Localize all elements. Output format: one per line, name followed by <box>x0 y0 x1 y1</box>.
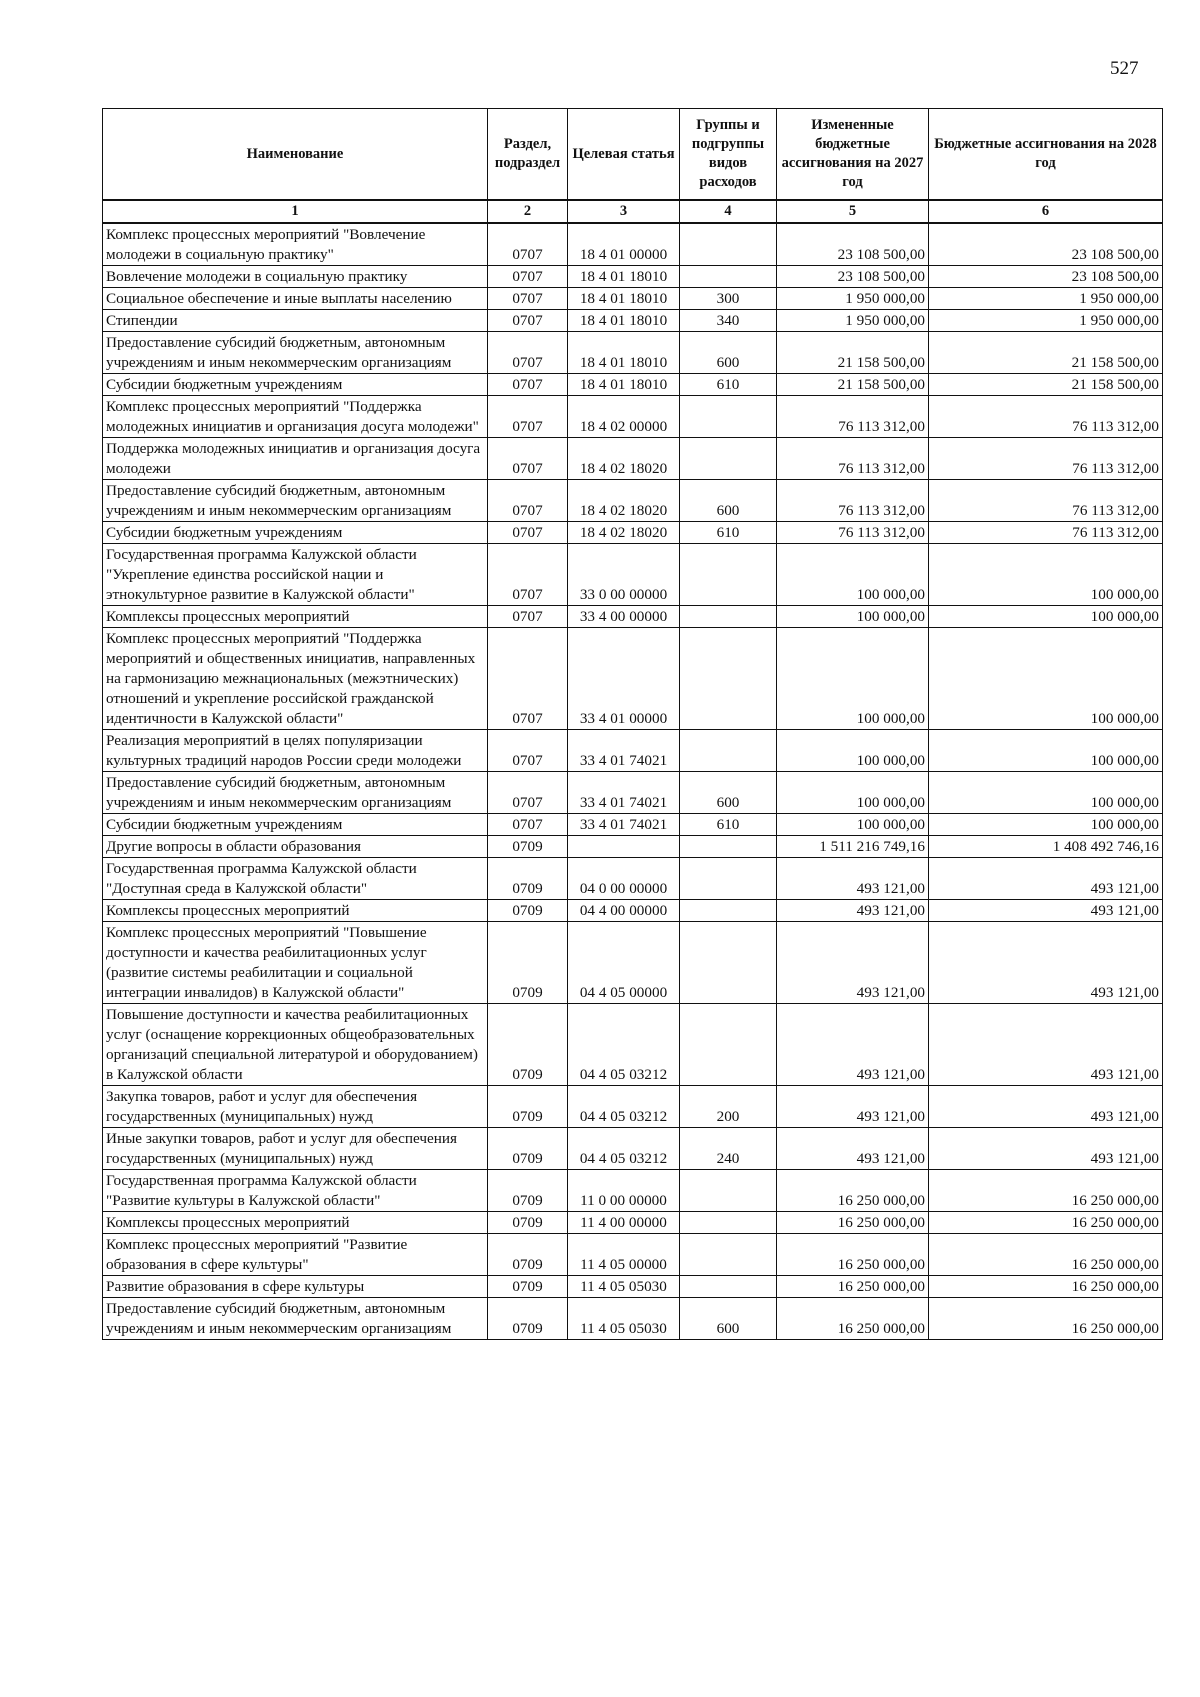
row-group <box>680 858 777 900</box>
table-row <box>103 332 1163 374</box>
row-article: 33 4 00 00000 <box>568 606 680 628</box>
table-row <box>103 1170 1163 1212</box>
row-section: 0709 <box>488 1128 568 1170</box>
row-group <box>680 1170 777 1212</box>
row-group <box>680 1212 777 1234</box>
row-name: Предоставление субсидий бюджетным, автономным учреждениям и иным некоммерческим организациям <box>103 1298 488 1340</box>
row-value-2028: 100 000,00 <box>929 606 1163 628</box>
table-row <box>103 1234 1163 1276</box>
row-group <box>680 922 777 1004</box>
row-section: 0707 <box>488 522 568 544</box>
row-value-2027: 16 250 000,00 <box>777 1298 929 1340</box>
row-section: 0707 <box>488 544 568 606</box>
row-article: 04 4 00 00000 <box>568 900 680 922</box>
row-group: 200 <box>680 1086 777 1128</box>
row-section: 0707 <box>488 730 568 772</box>
table-row <box>103 480 1163 522</box>
row-section: 0707 <box>488 374 568 396</box>
row-value-2027: 76 113 312,00 <box>777 396 929 438</box>
table-row <box>103 266 1163 288</box>
row-section: 0707 <box>488 606 568 628</box>
row-group: 600 <box>680 480 777 522</box>
row-article: 18 4 02 18020 <box>568 438 680 480</box>
row-group: 610 <box>680 814 777 836</box>
row-group: 610 <box>680 522 777 544</box>
row-group <box>680 900 777 922</box>
row-name: Социальное обеспечение и иные выплаты населению <box>103 288 488 310</box>
row-section: 0707 <box>488 396 568 438</box>
table-row <box>103 396 1163 438</box>
row-value-2028: 16 250 000,00 <box>929 1170 1163 1212</box>
row-section: 0707 <box>488 628 568 730</box>
row-article: 18 4 01 18010 <box>568 310 680 332</box>
row-value-2028: 76 113 312,00 <box>929 522 1163 544</box>
column-number: 6 <box>929 200 1163 223</box>
row-value-2027: 21 158 500,00 <box>777 332 929 374</box>
row-section: 0709 <box>488 858 568 900</box>
row-value-2027: 493 121,00 <box>777 1086 929 1128</box>
row-article: 04 4 05 00000 <box>568 922 680 1004</box>
row-group <box>680 396 777 438</box>
row-section: 0707 <box>488 438 568 480</box>
row-section: 0709 <box>488 900 568 922</box>
row-group <box>680 628 777 730</box>
row-group <box>680 266 777 288</box>
row-name: Иные закупки товаров, работ и услуг для обеспечения государственных (муниципальных) нужд <box>103 1128 488 1170</box>
table-row <box>103 438 1163 480</box>
row-group <box>680 1276 777 1298</box>
row-value-2028: 16 250 000,00 <box>929 1212 1163 1234</box>
row-section: 0709 <box>488 1212 568 1234</box>
row-value-2027: 100 000,00 <box>777 606 929 628</box>
row-value-2027: 16 250 000,00 <box>777 1170 929 1212</box>
row-article: 18 4 01 18010 <box>568 332 680 374</box>
row-article: 33 4 01 74021 <box>568 730 680 772</box>
row-group: 600 <box>680 772 777 814</box>
row-name: Субсидии бюджетным учреждениям <box>103 814 488 836</box>
row-value-2027: 16 250 000,00 <box>777 1276 929 1298</box>
row-article <box>568 836 680 858</box>
row-value-2027: 76 113 312,00 <box>777 480 929 522</box>
row-group <box>680 606 777 628</box>
row-section: 0707 <box>488 310 568 332</box>
row-value-2027: 100 000,00 <box>777 730 929 772</box>
header-value-2027: Измененные бюджетные ассигнования на 2027 год <box>777 109 929 201</box>
row-article: 18 4 02 18020 <box>568 480 680 522</box>
row-name: Субсидии бюджетным учреждениям <box>103 522 488 544</box>
page-number: 527 <box>1110 58 1139 79</box>
row-article: 18 4 01 18010 <box>568 266 680 288</box>
row-value-2028: 493 121,00 <box>929 922 1163 1004</box>
row-value-2028: 493 121,00 <box>929 1128 1163 1170</box>
table-body <box>103 223 1163 1340</box>
row-name: Реализация мероприятий в целях популяризации культурных традиций народов России среди молодежи <box>103 730 488 772</box>
row-name: Закупка товаров, работ и услуг для обеспечения государственных (муниципальных) нужд <box>103 1086 488 1128</box>
row-value-2027: 1 950 000,00 <box>777 288 929 310</box>
header-row <box>103 109 1163 201</box>
row-value-2027: 493 121,00 <box>777 858 929 900</box>
row-value-2028: 100 000,00 <box>929 772 1163 814</box>
row-section: 0709 <box>488 1004 568 1086</box>
row-section: 0709 <box>488 1276 568 1298</box>
row-section: 0709 <box>488 1234 568 1276</box>
row-value-2027: 100 000,00 <box>777 814 929 836</box>
table-row <box>103 544 1163 606</box>
row-value-2027: 21 158 500,00 <box>777 374 929 396</box>
row-value-2028: 493 121,00 <box>929 858 1163 900</box>
row-name: Комплексы процессных мероприятий <box>103 606 488 628</box>
row-article: 18 4 01 18010 <box>568 288 680 310</box>
row-value-2028: 76 113 312,00 <box>929 396 1163 438</box>
header-name: Наименование <box>103 109 488 201</box>
row-value-2028: 21 158 500,00 <box>929 332 1163 374</box>
row-article: 33 4 01 00000 <box>568 628 680 730</box>
table-row <box>103 374 1163 396</box>
row-article: 33 4 01 74021 <box>568 772 680 814</box>
row-article: 11 4 05 05030 <box>568 1276 680 1298</box>
row-value-2028: 76 113 312,00 <box>929 480 1163 522</box>
table-row <box>103 1086 1163 1128</box>
table-row <box>103 522 1163 544</box>
row-section: 0707 <box>488 223 568 266</box>
row-value-2027: 76 113 312,00 <box>777 438 929 480</box>
column-number-row <box>103 200 1163 223</box>
row-value-2028: 1 950 000,00 <box>929 288 1163 310</box>
row-article: 18 4 02 18020 <box>568 522 680 544</box>
row-section: 0707 <box>488 288 568 310</box>
row-article: 04 0 00 00000 <box>568 858 680 900</box>
row-group: 600 <box>680 332 777 374</box>
row-value-2028: 100 000,00 <box>929 628 1163 730</box>
row-section: 0709 <box>488 1170 568 1212</box>
budget-table <box>102 108 1163 1340</box>
row-name: Повышение доступности и качества реабилитационных услуг (оснащение коррекционных общеобразовательных организаций специальной литературой и оборудованием) в Калужской области <box>103 1004 488 1086</box>
row-article: 04 4 05 03212 <box>568 1086 680 1128</box>
table-row <box>103 900 1163 922</box>
row-name: Комплекс процессных мероприятий "Поддержка мероприятий и общественных инициатив, направленных на гармонизацию межнациональных (межэтнических) отношений и укрепление российской гражданской идентичности в Калужской области" <box>103 628 488 730</box>
row-article: 04 4 05 03212 <box>568 1004 680 1086</box>
row-value-2027: 493 121,00 <box>777 1004 929 1086</box>
row-name: Государственная программа Калужской области "Укрепление единства российской нации и этнокультурное развитие в Калужской области" <box>103 544 488 606</box>
row-value-2027: 100 000,00 <box>777 544 929 606</box>
row-name: Комплексы процессных мероприятий <box>103 900 488 922</box>
column-number: 3 <box>568 200 680 223</box>
row-name: Предоставление субсидий бюджетным, автономным учреждениям и иным некоммерческим организациям <box>103 332 488 374</box>
row-value-2028: 100 000,00 <box>929 730 1163 772</box>
row-article: 18 4 01 00000 <box>568 223 680 266</box>
row-value-2027: 16 250 000,00 <box>777 1212 929 1234</box>
row-article: 11 4 00 00000 <box>568 1212 680 1234</box>
row-value-2028: 493 121,00 <box>929 1086 1163 1128</box>
row-group: 300 <box>680 288 777 310</box>
row-value-2027: 493 121,00 <box>777 1128 929 1170</box>
row-name: Субсидии бюджетным учреждениям <box>103 374 488 396</box>
row-value-2028: 493 121,00 <box>929 1004 1163 1086</box>
row-name: Предоставление субсидий бюджетным, автономным учреждениям и иным некоммерческим организациям <box>103 772 488 814</box>
row-value-2027: 1 511 216 749,16 <box>777 836 929 858</box>
row-value-2028: 23 108 500,00 <box>929 223 1163 266</box>
table-row <box>103 814 1163 836</box>
table-row <box>103 288 1163 310</box>
row-group <box>680 1004 777 1086</box>
row-group: 610 <box>680 374 777 396</box>
row-group <box>680 730 777 772</box>
header-group: Группы и подгруппы видов расходов <box>680 109 777 201</box>
header-value-2028: Бюджетные ассигнования на 2028 год <box>929 109 1163 201</box>
column-number: 1 <box>103 200 488 223</box>
row-name: Комплекс процессных мероприятий "Поддержка молодежных инициатив и организация досуга молодежи" <box>103 396 488 438</box>
table-row <box>103 310 1163 332</box>
table-row <box>103 606 1163 628</box>
column-number: 4 <box>680 200 777 223</box>
row-value-2027: 23 108 500,00 <box>777 266 929 288</box>
table-row <box>103 922 1163 1004</box>
row-name: Комплекс процессных мероприятий "Развитие образования в сфере культуры" <box>103 1234 488 1276</box>
table-row <box>103 1276 1163 1298</box>
row-name: Вовлечение молодежи в социальную практику <box>103 266 488 288</box>
column-number: 5 <box>777 200 929 223</box>
row-value-2028: 16 250 000,00 <box>929 1276 1163 1298</box>
row-article: 04 4 05 03212 <box>568 1128 680 1170</box>
header-section: Раздел, подраздел <box>488 109 568 201</box>
row-article: 11 4 05 00000 <box>568 1234 680 1276</box>
row-section: 0707 <box>488 480 568 522</box>
row-name: Государственная программа Калужской области "Доступная среда в Калужской области" <box>103 858 488 900</box>
table-row <box>103 772 1163 814</box>
row-section: 0707 <box>488 332 568 374</box>
row-article: 11 4 05 05030 <box>568 1298 680 1340</box>
row-value-2028: 21 158 500,00 <box>929 374 1163 396</box>
row-value-2027: 76 113 312,00 <box>777 522 929 544</box>
table-row <box>103 1004 1163 1086</box>
row-name: Поддержка молодежных инициатив и организация досуга молодежи <box>103 438 488 480</box>
row-group <box>680 1234 777 1276</box>
row-name: Развитие образования в сфере культуры <box>103 1276 488 1298</box>
row-group: 600 <box>680 1298 777 1340</box>
row-group: 240 <box>680 1128 777 1170</box>
row-value-2028: 16 250 000,00 <box>929 1298 1163 1340</box>
row-name: Предоставление субсидий бюджетным, автономным учреждениям и иным некоммерческим организациям <box>103 480 488 522</box>
row-name: Государственная программа Калужской области "Развитие культуры в Калужской области" <box>103 1170 488 1212</box>
row-section: 0707 <box>488 772 568 814</box>
column-number: 2 <box>488 200 568 223</box>
table-row <box>103 1128 1163 1170</box>
row-name: Комплексы процессных мероприятий <box>103 1212 488 1234</box>
row-value-2028: 16 250 000,00 <box>929 1234 1163 1276</box>
row-article: 33 4 01 74021 <box>568 814 680 836</box>
row-value-2028: 493 121,00 <box>929 900 1163 922</box>
row-name: Комплекс процессных мероприятий "Повышение доступности и качества реабилитационных услуг (развитие системы реабилитации и социальной интеграции инвалидов) в Калужской области" <box>103 922 488 1004</box>
row-value-2027: 493 121,00 <box>777 900 929 922</box>
table-row <box>103 628 1163 730</box>
row-group <box>680 836 777 858</box>
row-section: 0709 <box>488 836 568 858</box>
row-value-2028: 1 950 000,00 <box>929 310 1163 332</box>
header-article: Целевая статья <box>568 109 680 201</box>
row-article: 11 0 00 00000 <box>568 1170 680 1212</box>
row-value-2027: 100 000,00 <box>777 628 929 730</box>
table-row <box>103 223 1163 266</box>
row-value-2027: 23 108 500,00 <box>777 223 929 266</box>
row-value-2027: 493 121,00 <box>777 922 929 1004</box>
table-row <box>103 1212 1163 1234</box>
row-value-2027: 1 950 000,00 <box>777 310 929 332</box>
row-name: Стипендии <box>103 310 488 332</box>
row-section: 0707 <box>488 266 568 288</box>
row-group: 340 <box>680 310 777 332</box>
row-group <box>680 438 777 480</box>
row-value-2028: 100 000,00 <box>929 544 1163 606</box>
table-row <box>103 858 1163 900</box>
row-section: 0709 <box>488 922 568 1004</box>
table-row <box>103 730 1163 772</box>
row-value-2028: 23 108 500,00 <box>929 266 1163 288</box>
row-section: 0709 <box>488 1298 568 1340</box>
row-article: 18 4 01 18010 <box>568 374 680 396</box>
row-group <box>680 544 777 606</box>
row-value-2028: 76 113 312,00 <box>929 438 1163 480</box>
row-group <box>680 223 777 266</box>
table-row <box>103 1298 1163 1340</box>
row-name: Другие вопросы в области образования <box>103 836 488 858</box>
table-row <box>103 836 1163 858</box>
row-name: Комплекс процессных мероприятий "Вовлечение молодежи в социальную практику" <box>103 223 488 266</box>
row-value-2028: 1 408 492 746,16 <box>929 836 1163 858</box>
row-section: 0709 <box>488 1086 568 1128</box>
row-value-2027: 100 000,00 <box>777 772 929 814</box>
row-section: 0707 <box>488 814 568 836</box>
row-value-2027: 16 250 000,00 <box>777 1234 929 1276</box>
row-article: 18 4 02 00000 <box>568 396 680 438</box>
row-value-2028: 100 000,00 <box>929 814 1163 836</box>
row-article: 33 0 00 00000 <box>568 544 680 606</box>
